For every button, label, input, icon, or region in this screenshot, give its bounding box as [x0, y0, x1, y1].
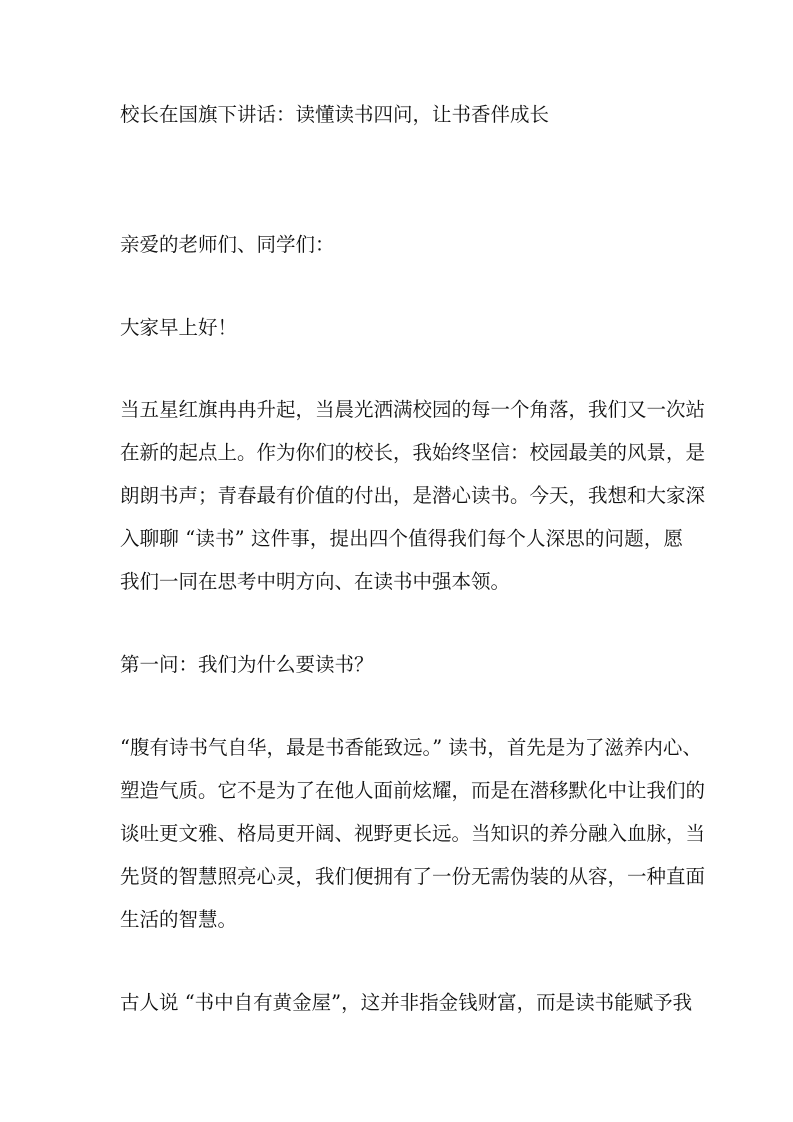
- greeting: 大家早上好！: [120, 316, 238, 339]
- text-line: 谈吐更文雅、格局更开阔、视野更长远。当知识的养分融入血脉，当: [120, 822, 706, 845]
- text-line: 朗朗书声；青春最有价值的付出，是潜心读书。今天，我想和大家深: [120, 484, 706, 507]
- section-heading-question-1: 第一问：我们为什么要读书？: [120, 653, 374, 676]
- text-line: 当五星红旗冉冉升起，当晨光洒满校园的每一个角落，我们又一次站: [120, 398, 706, 421]
- text-line: 塑造气质。它不是为了在他人面前炫耀，而是在潜移默化中让我们的: [120, 779, 706, 802]
- text-line: 古人说 “书中自有黄金屋”，这并非指金钱财富，而是读书能赋予我: [120, 991, 693, 1014]
- text-line: 生活的智慧。: [120, 908, 238, 931]
- text-line: 先贤的智慧照亮心灵，我们便拥有了一份无需伪装的从容，一种直面: [120, 865, 706, 888]
- text-line: 我们一同在思考中明方向、在读书中强本领。: [120, 570, 511, 593]
- text-line: “腹有诗书气自华，最是书香能致远。” 读书，首先是为了滋养内心、: [120, 736, 702, 759]
- salutation: 亲爱的老师们、同学们：: [120, 233, 335, 256]
- document-title: 校长在国旗下讲话：读懂读书四问，让书香伴成长: [120, 103, 550, 126]
- text-line: 入聊聊 “读书” 这件事，提出四个值得我们每个人深思的问题，愿: [120, 527, 683, 550]
- text-line: 在新的起点上。作为你们的校长，我始终坚信：校园最美的风景，是: [120, 441, 706, 464]
